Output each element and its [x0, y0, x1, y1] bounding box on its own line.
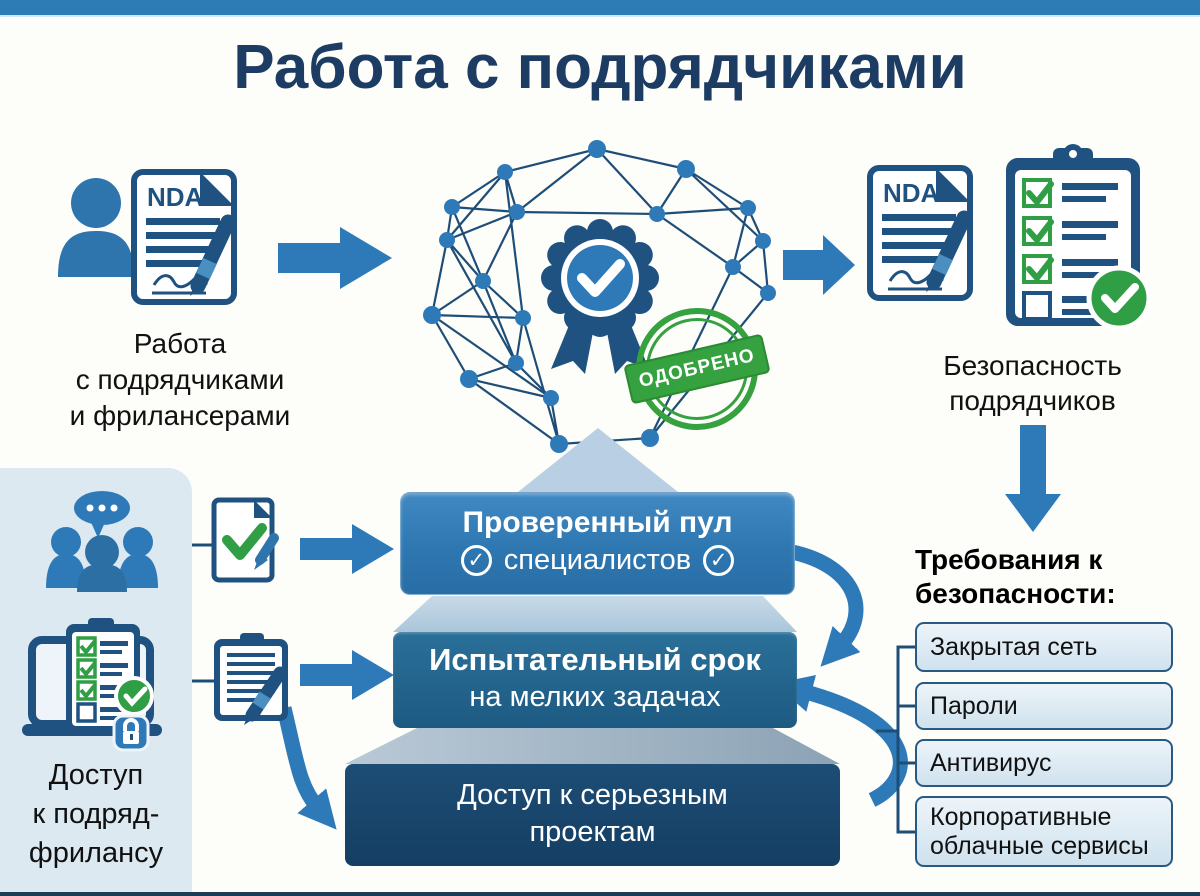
check-circle-badge [1089, 268, 1149, 328]
nda-document-icon [134, 172, 234, 302]
lock-icon [114, 716, 148, 750]
people-group-icon [46, 491, 158, 592]
caption-contractor-security: Безопасность подрядчиков [943, 350, 1122, 416]
arrow-right-icon [278, 227, 392, 289]
security-item: Антивирус [915, 739, 1173, 787]
page-title: Работа с подрядчиками [233, 33, 967, 102]
caption-freelance-access: Доступ к подряд- фрилансу [28, 759, 164, 869]
security-requirements-heading: Требования к безопасности: [915, 544, 1116, 609]
pyramid-3d-top-bottom [345, 728, 840, 764]
arrow-to-trial-icon [300, 650, 394, 700]
stamp-text: ОДОБРЕНО [623, 334, 770, 405]
curved-arrow-clipboard-to-bottom [284, 708, 318, 808]
arrow-down-icon [1005, 425, 1061, 532]
arrow-right-icon [783, 235, 855, 295]
pyramid-3d-top-middle [393, 596, 797, 632]
curved-arrow-top-to-middle [792, 552, 856, 646]
nda-label: NDA [883, 178, 940, 208]
laptop-checklist-icon [22, 618, 162, 750]
clipboard-pen-icon [214, 633, 288, 725]
pyramid-level-projects: Доступ к серьезным проектам [345, 764, 840, 866]
arrow-to-pool-icon [300, 524, 394, 574]
security-item: Пароли [915, 682, 1173, 730]
caption-contractors: Работа с подрядчиками и фрилансерами [69, 328, 291, 431]
pyramid-level-trial: Испытательный срок на мелких задачах [393, 632, 797, 728]
pyramid-level-pool: Проверенный пул ✓ специалистов ✓ [400, 492, 795, 595]
check-circle-icon: ✓ [703, 545, 734, 576]
person-icon [58, 178, 134, 277]
security-item: Корпоративные облачные сервисы [915, 796, 1173, 867]
check-circle-badge [116, 678, 152, 714]
checklist-clipboard-icon [1006, 144, 1149, 328]
nda-document-icon [870, 168, 970, 298]
check-circle-icon: ✓ [461, 545, 492, 576]
security-item: Закрытая сеть [915, 622, 1173, 672]
document-check-icon [214, 500, 274, 580]
nda-label: NDA [147, 182, 204, 212]
